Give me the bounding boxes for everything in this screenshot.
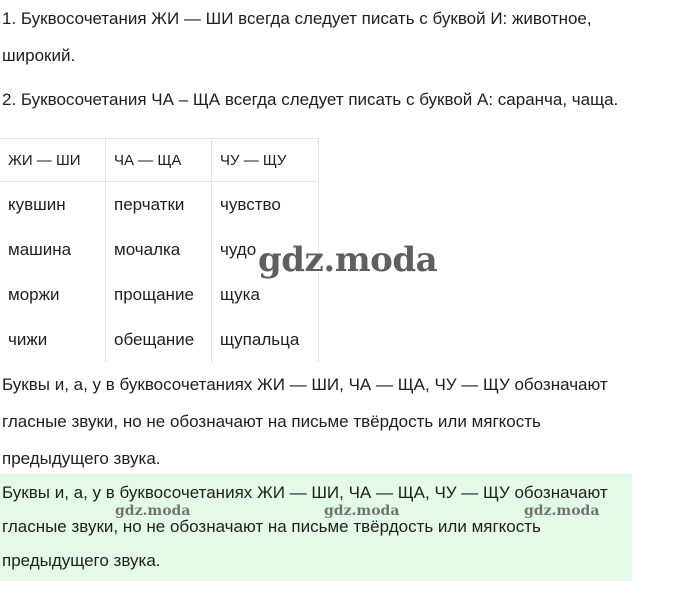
table-cell: прощание [106, 272, 212, 317]
table-cell: обещание [106, 317, 212, 362]
table-header-chu-shchu: ЧУ — ЩУ [212, 139, 319, 182]
conclusion-text [2, 366, 608, 477]
table-header-zhi-shi: ЖИ — ШИ [0, 139, 106, 182]
answer-text [2, 476, 608, 578]
conclusion-line-1: Буквы и, а, у в буквосочетаниях ЖИ — ШИ, ЧА — ЩА, ЧУ — ЩУ обозначают [2, 375, 608, 394]
table-cell: чижи [0, 317, 106, 362]
table-row [0, 182, 319, 228]
conclusion-line-2: гласные звуки, но не обозначают на письме твёрдость или мягкость [2, 412, 541, 431]
table-row [0, 317, 319, 362]
conclusion-line-3: предыдущего звука. [2, 449, 161, 468]
watermark-main: gdz.moda [258, 240, 438, 280]
rule-1 [2, 0, 592, 74]
watermark-small: gdz.moda [524, 503, 600, 519]
rule-1-line-1: 1. Буквосочетания ЖИ — ШИ всегда следует писать с буквой И: животное, [2, 9, 592, 28]
table-header-row [0, 139, 319, 182]
rule-1-line-2: широкий. [2, 46, 76, 65]
watermark-small: gdz.moda [324, 503, 400, 519]
table-cell: щука [212, 272, 319, 317]
table-cell: чудо [212, 227, 319, 272]
answer-line-1: Буквы и, а, у в буквосочетаниях ЖИ — ШИ, ЧА — ЩА, ЧУ — ЩУ обозначают [2, 483, 608, 502]
table-header-cha-shcha: ЧА — ЩА [106, 139, 212, 182]
watermark-small: gdz.moda [115, 503, 191, 519]
table-cell: мочалка [106, 227, 212, 272]
table-cell: перчатки [106, 182, 212, 228]
table-cell: чувство [212, 182, 319, 228]
rule-2: 2. Буквосочетания ЧА – ЩА всегда следует писать с буквой А: саранча, чаща. [2, 90, 619, 109]
table-cell: кувшин [0, 182, 106, 228]
table-cell: моржи [0, 272, 106, 317]
answer-line-2: гласные звуки, но не обозначают на письме твёрдость или мягкость [2, 517, 541, 536]
table-cell: щупальца [212, 317, 319, 362]
answer-line-3: предыдущего звука. [2, 551, 161, 570]
table-cell: машина [0, 227, 106, 272]
